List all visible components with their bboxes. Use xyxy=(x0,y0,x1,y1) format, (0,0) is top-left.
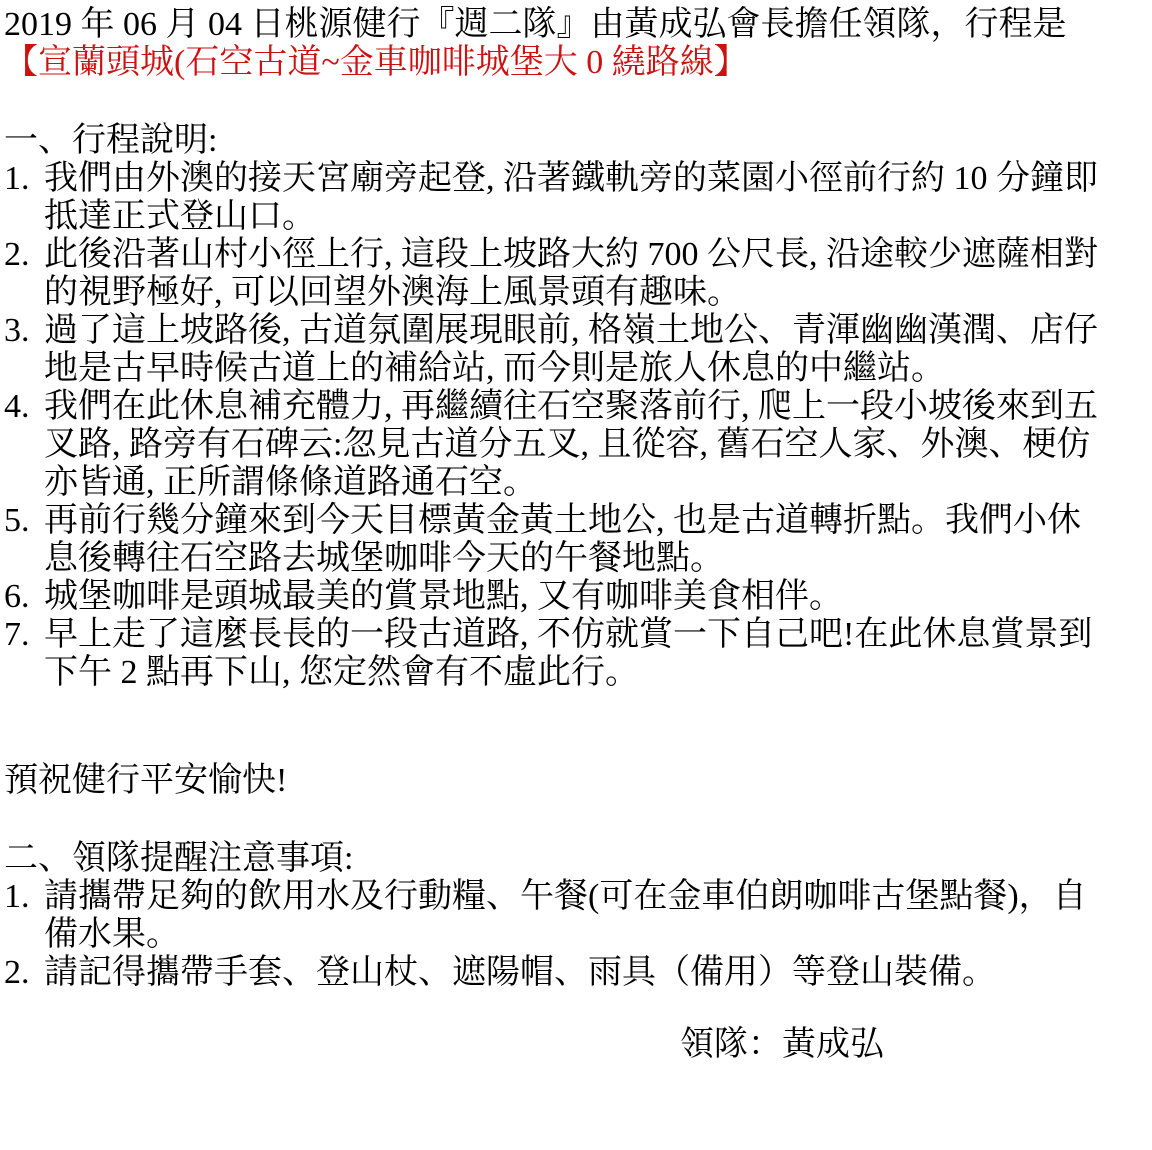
list-item-number: 4. xyxy=(4,388,30,425)
leader-signature: 領隊：黃成弘 xyxy=(680,1026,884,1063)
list-item-number: 1. xyxy=(4,160,30,197)
list-item xyxy=(4,312,1112,388)
list-item-text: 我們由外澳的接天宮廟旁起登, 沿著鐵軌旁的菜園小徑前行約 10 分鐘即抵達正式登山口。 xyxy=(44,160,1098,235)
list-item xyxy=(4,578,1112,616)
list-item-text: 再前行幾分鐘來到今天目標黃金黃土地公, 也是古道轉折點。我們小休息後轉往石空路去城堡咖啡今天的午餐地點。 xyxy=(44,502,1081,577)
list-item xyxy=(4,878,1112,954)
list-item xyxy=(4,616,1112,692)
list-item-number: 5. xyxy=(4,502,30,539)
list-item xyxy=(4,236,1112,312)
list-item-text: 過了這上坡路後, 古道氛圍展現眼前, 格嶺土地公、青渾幽幽漢潤、店仔地是古早時候古道上的補給站, 而今則是旅人休息的中繼站。 xyxy=(44,312,1098,387)
list-item xyxy=(4,160,1112,236)
list-item xyxy=(4,502,1112,578)
list-item-number: 6. xyxy=(4,578,30,615)
itinerary-intro-black: 2019 年 06 月 04 日桃源健行『週二隊』由黃成弘會長擔任領隊，行程是 xyxy=(4,6,1067,43)
list-item xyxy=(4,954,1112,992)
section2-list xyxy=(4,878,1112,992)
section2-heading: 二、領隊提醒注意事項: xyxy=(4,840,354,877)
list-item-text: 請記得攜帶手套、登山杖、遮陽帽、雨具（備用）等登山裝備。 xyxy=(44,954,996,991)
blessing-line: 預祝健行平安愉快! xyxy=(4,762,288,799)
list-item xyxy=(4,388,1112,502)
list-item-number: 3. xyxy=(4,312,30,349)
itinerary-title-red: 【宣蘭頭城(石空古道~金車咖啡城堡大 0 繞路線】 xyxy=(4,44,748,81)
list-item-text: 請攜帶足夠的飲用水及行動糧、午餐(可在金車伯朗咖啡古堡點餐)，自備水果。 xyxy=(44,878,1087,953)
section1-heading: 一、行程說明: xyxy=(4,122,218,159)
itinerary-intro xyxy=(4,6,1112,82)
list-item-text: 我們在此休息補充體力, 再繼續往石空聚落前行, 爬上一段小坡後來到五叉路, 路旁有石碑云:忽見古道分五叉, 且從容, 舊石空人家、外澳、梗仿亦皆通, 正所謂條條道路通石空。 xyxy=(44,388,1098,501)
list-item-number: 1. xyxy=(4,878,30,915)
list-item-number: 7. xyxy=(4,616,30,653)
list-item-text: 早上走了這麼長長的一段古道路, 不仿就賞一下自己吧!在此休息賞景到下午 2 點再下山, 您定然會有不虛此行。 xyxy=(44,616,1093,691)
list-item-number: 2. xyxy=(4,236,30,273)
list-item-text: 城堡咖啡是頭城最美的賞景地點, 又有咖啡美食相伴。 xyxy=(44,578,843,615)
list-item-text: 此後沿著山村小徑上行, 這段上坡路大約 700 公尺長, 沿途較少遮薩相對的視野極好, 可以回望外澳海上風景頭有趣味。 xyxy=(44,236,1098,311)
list-item-number: 2. xyxy=(4,954,30,991)
section1-list xyxy=(4,160,1112,692)
